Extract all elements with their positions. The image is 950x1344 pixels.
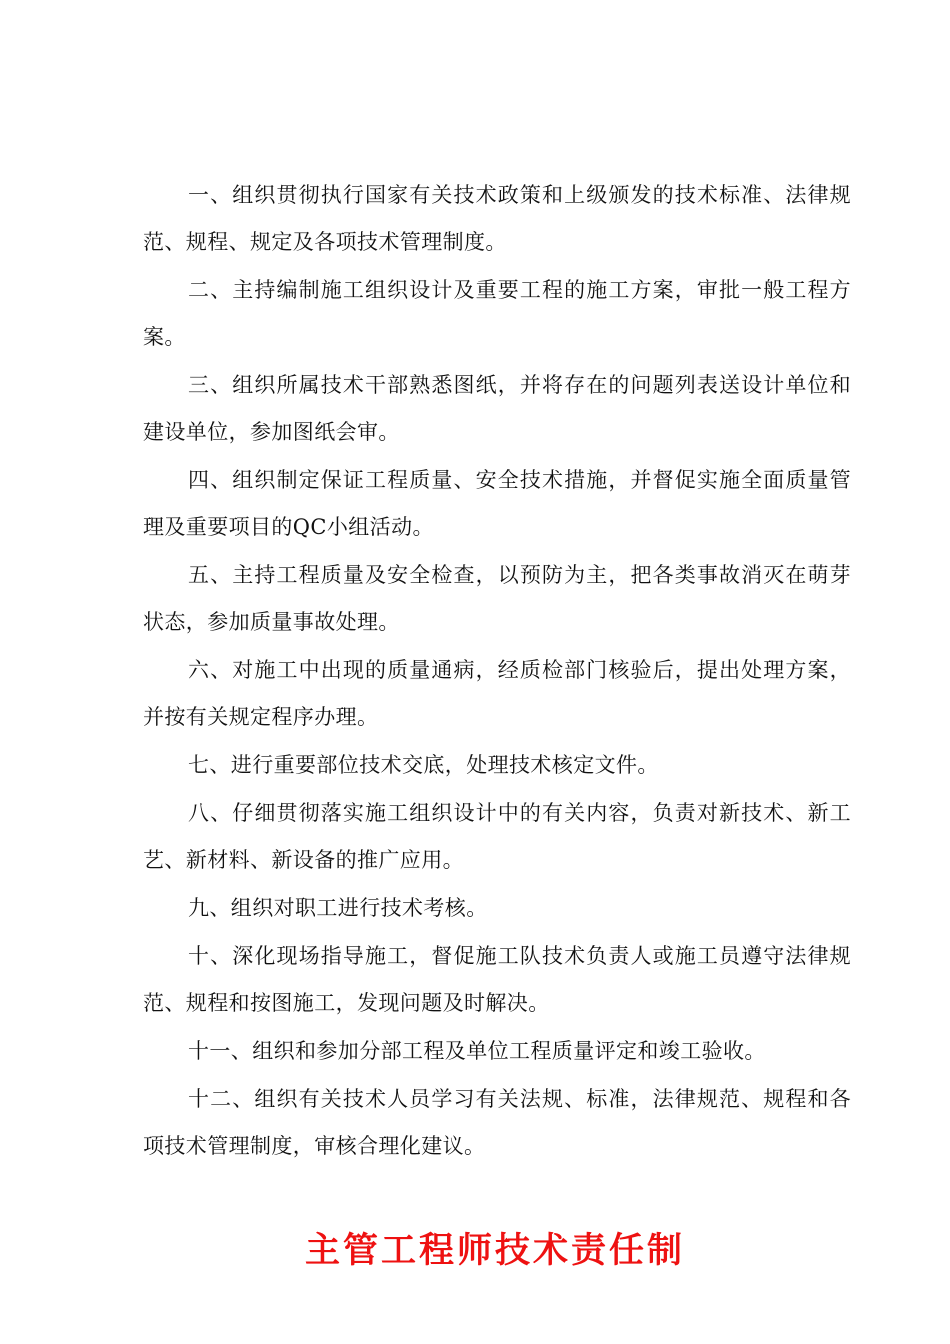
paragraph-9: 九、组织对职工进行技术考核。 (188, 896, 488, 920)
paragraph-4: 四、组织制定保证工程质量、安全技术措施，并督促实施全面质量管理及重要项目的QC小组活动。 (143, 468, 851, 539)
paragraph-5: 五、主持工程质量及安全检查，以预防为主，把各类事故消灭在萌芽状态，参加质量事故处理。 (143, 563, 851, 634)
paragraph-10: 十、深化现场指导施工，督促施工队技术负责人或施工员遵守法律规范、规程和按图施工，发现问题及时解决。 (143, 944, 851, 1015)
paragraph-12: 十二、组织有关技术人员学习有关法规、标准，法律规范、规程和各项技术管理制度，审核合理化建议。 (143, 1087, 851, 1158)
section-heading: 主管工程师技术责任制 (304, 1231, 685, 1271)
paragraph-7: 七、进行重要部位技术交底，处理技术核定文件。 (188, 753, 659, 777)
paragraph-8: 八、仔细贯彻落实施工组织设计中的有关内容，负责对新技术、新工艺、新材料、新设备的推广应用。 (143, 801, 851, 872)
paragraph-3: 三、组织所属技术干部熟悉图纸，并将存在的问题列表送设计单位和建设单位，参加图纸会审。 (143, 373, 851, 444)
paragraph-6: 六、对施工中出现的质量通病，经质检部门核验后，提出处理方案，并按有关规定程序办理。 (143, 658, 851, 729)
paragraph-2: 二、主持编制施工组织设计及重要工程的施工方案，审批一般工程方案。 (143, 278, 851, 349)
paragraph-1: 一、组织贯彻执行国家有关技术政策和上级颁发的技术标准、法律规范、规程、规定及各项技术管理制度。 (143, 183, 851, 254)
paragraph-11: 十一、组织和参加分部工程及单位工程质量评定和竣工验收。 (188, 1039, 766, 1063)
responsibility-list (143, 172, 851, 1171)
